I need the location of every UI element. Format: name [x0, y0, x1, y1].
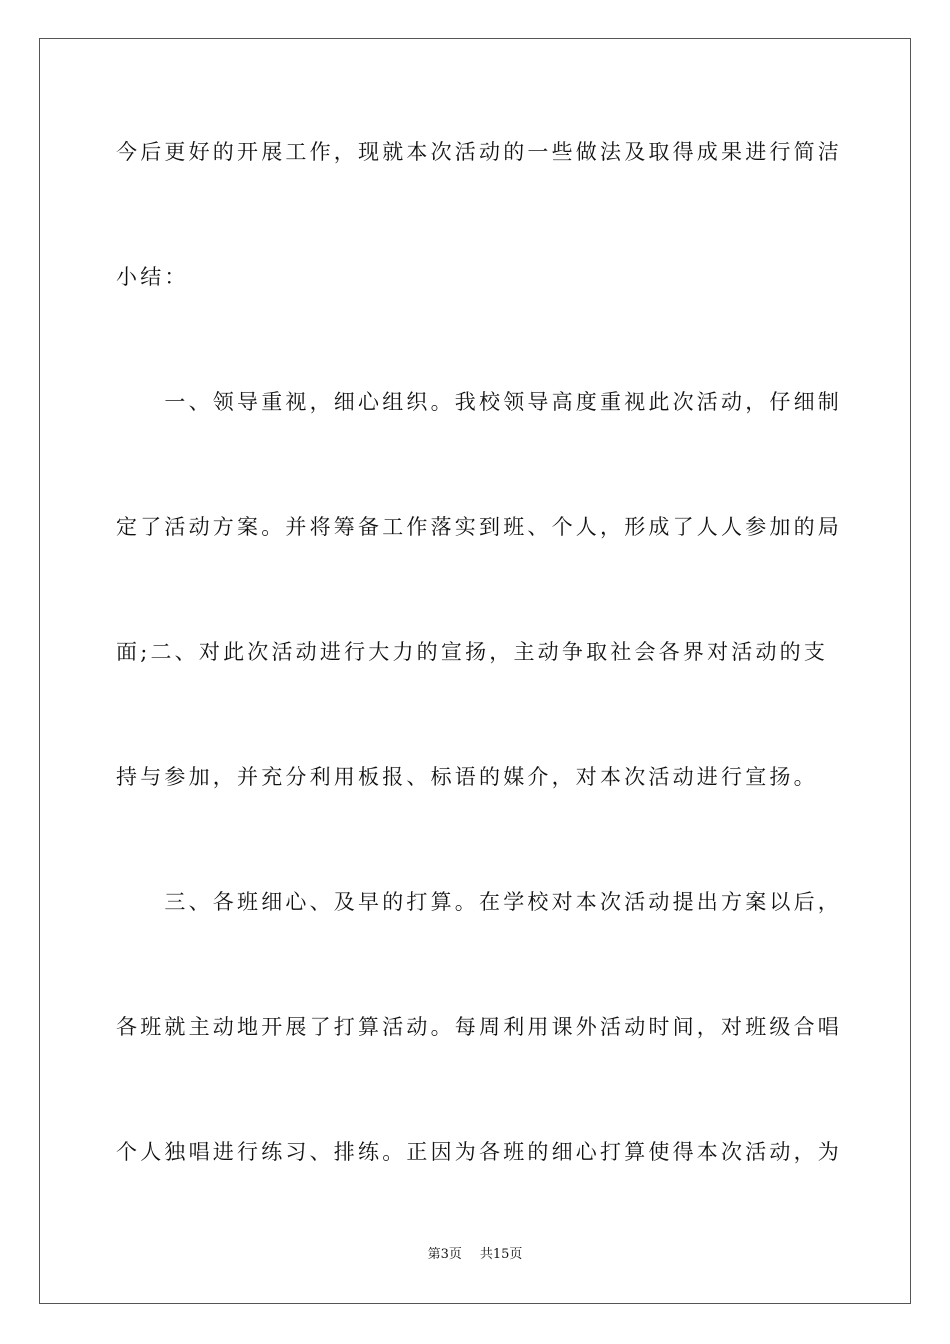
text-line: 小结：: [116, 265, 189, 289]
text-line: 持与参加，并充分利用板报、标语的媒介，对本次活动进行宣扬。: [116, 765, 818, 789]
page-number: 第3页: [427, 1247, 462, 1262]
text-line: 一、领导重视，细心组织。我校领导高度重视此次活动，仔细制: [116, 390, 842, 414]
page-frame: [39, 38, 911, 1304]
text-line: 各班就主动地开展了打算活动。每周利用课外活动时间，对班级合唱: [116, 1015, 842, 1039]
text-line: 面;二、对此次活动进行大力的宣扬，主动争取社会各界对活动的支: [116, 640, 829, 664]
text-line: 个人独唱进行练习、排练。正因为各班的细心打算使得本次活动，为: [116, 1140, 842, 1164]
page-total: 共15页: [479, 1247, 523, 1262]
page-footer: [0, 1246, 950, 1264]
text-line: 定了活动方案。并将筹备工作落实到班、个人，形成了人人参加的局: [116, 515, 842, 539]
text-line: 三、各班细心、及早的打算。在学校对本次活动提出方案以后，: [116, 890, 842, 914]
text-line: 今后更好的开展工作，现就本次活动的一些做法及取得成果进行简洁: [116, 140, 842, 164]
